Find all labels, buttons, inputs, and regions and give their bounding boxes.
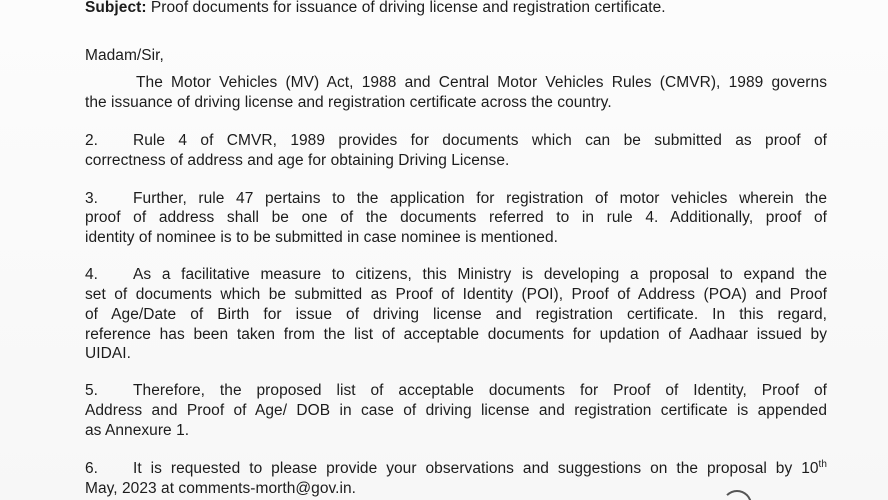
paragraph-2-line-1-text: Rule 4 of CMVR, 1989 provides for documents which can be submitted as proof of <box>133 132 827 149</box>
paragraph-4-line-3: of Age/Date of Birth for issue of driving license and registration certificate. In this regard, <box>85 306 827 323</box>
paragraph-3-line-3: identity of nominee is to be submitted in case nominee is mentioned. <box>85 229 558 246</box>
paragraph-3-number: 3. <box>85 190 99 207</box>
paragraph-5-line-1 <box>85 381 827 401</box>
paragraph-1-line-1-text: The Motor Vehicles (MV) Act, 1988 and Central Motor Vehicles Rules (CMVR), 1989 governs <box>136 74 827 91</box>
paragraph-2-line-2: correctness of address and age for obtaining Driving License. <box>85 152 510 169</box>
paragraph-1-line-1 <box>85 73 827 93</box>
paragraph-4-line-4: reference has been taken from the list of acceptable documents for updation of Aadhaar issued by <box>85 326 827 343</box>
paragraph-5-line-2: Address and Proof of Age/ DOB in case of driving license and registration certificate is appended <box>85 402 827 419</box>
paragraph-2-number: 2. <box>85 132 99 149</box>
paragraph-5-line-3: as Annexure 1. <box>85 422 190 439</box>
paragraph-6-line-2: May, 2023 at comments-morth@gov.in. <box>85 480 357 497</box>
paragraph-6-line-1 <box>85 459 827 479</box>
paragraph-4-number: 4. <box>85 266 99 283</box>
paragraph-3-line-2: proof of address shall be one of the documents referred to in rule 4. Additionally, proof of <box>85 209 827 226</box>
paragraph-4-line-1-text: As a facilitative measure to citizens, this Ministry is developing a proposal to expand the <box>133 266 827 283</box>
paragraph-3-line-1 <box>85 189 827 209</box>
paragraph-5-number: 5. <box>85 382 99 399</box>
ordinal-superscript: th <box>818 458 827 470</box>
paragraph-4-line-5: UIDAI. <box>85 345 131 362</box>
paragraph-1-line-2: the issuance of driving license and registration certificate across the country. <box>85 94 612 111</box>
subject-line <box>85 0 827 18</box>
subject-label: Subject: <box>85 0 147 16</box>
paragraph-6-line-1-text <box>133 460 827 477</box>
salutation: Madam/Sir, <box>85 47 164 64</box>
paragraph-6-line-1-body: It is requested to please provide your observations and suggestions on the proposal by 10 <box>133 460 819 477</box>
paragraph-6-number: 6. <box>85 460 99 477</box>
paragraph-2-line-1 <box>85 131 827 151</box>
paragraph-3-line-1-text: Further, rule 47 pertains to the application for registration of motor vehicles wherein the <box>133 190 827 207</box>
paragraph-5-line-1-text: Therefore, the proposed list of acceptable documents for Proof of Identity, Proof of <box>133 382 827 399</box>
paragraph-4-line-1 <box>85 265 827 285</box>
paragraph-4-line-2: set of documents which be submitted as Proof of Identity (POI), Proof of Address (POA) and Proof <box>85 286 827 303</box>
subject-text: Proof documents for issuance of driving license and registration certificate. <box>146 0 666 16</box>
